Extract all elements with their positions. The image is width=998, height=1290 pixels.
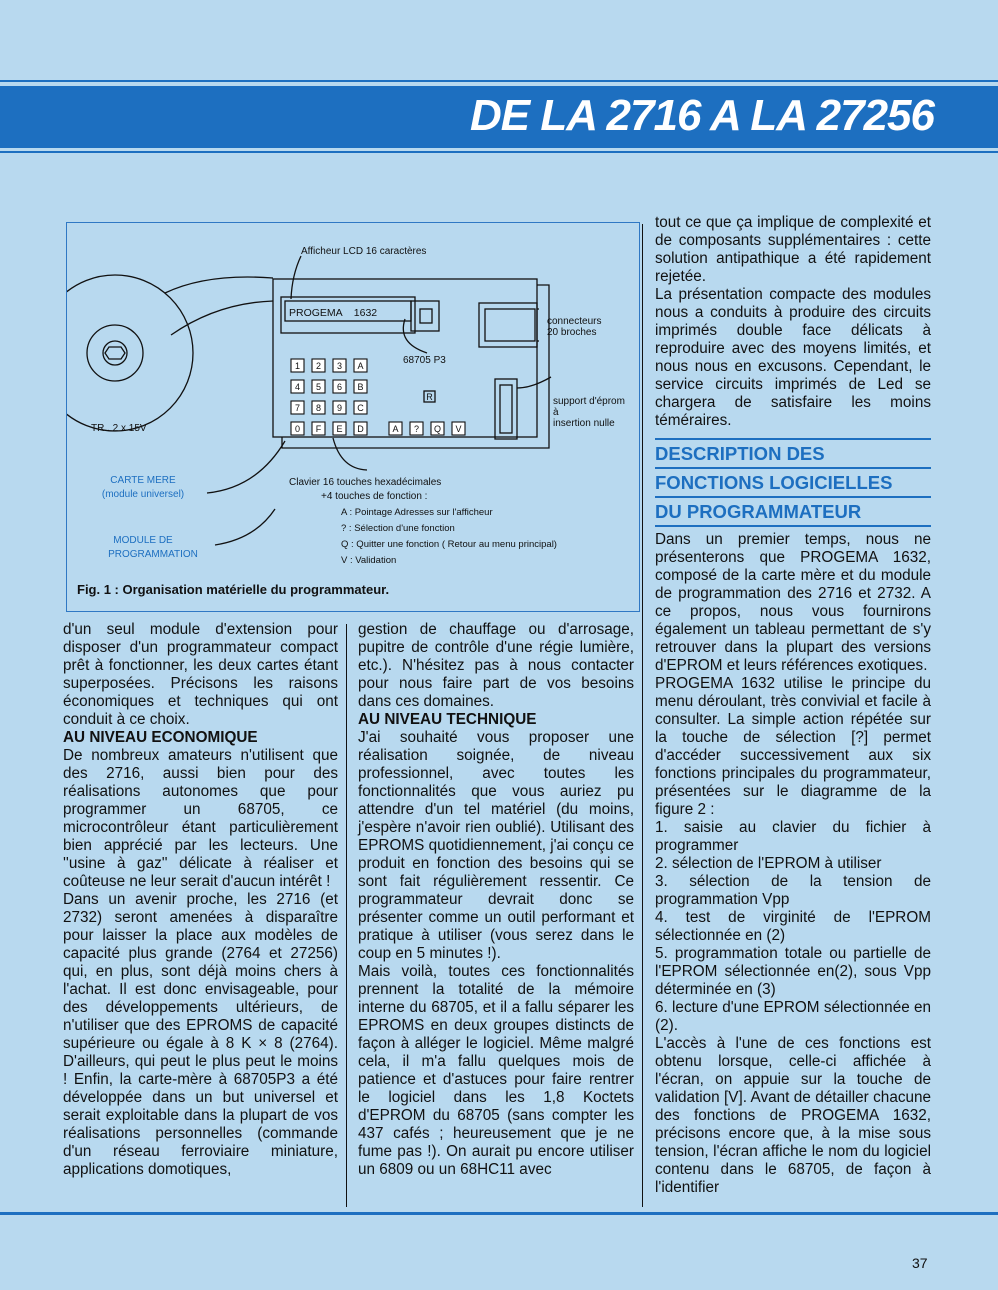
connectors-label-2: 20 broches: [547, 327, 597, 338]
col1-heading-economic: AU NIVEAU ECONOMIQUE: [63, 729, 258, 746]
col1-paragraph-1: d'un seul module d'extension pour disposer d'un programmateur compact prêt à fonctionner, les deux cartes étant superposées. Précisons les raisons économiques et techniques qui ont conduit à ce choix.: [63, 621, 338, 728]
key-4: 4: [294, 382, 301, 392]
key-c: C: [357, 403, 364, 413]
cpu-label: 68705 P3: [403, 355, 446, 366]
section-title-line-2: FONCTIONS LOGICIELLES: [655, 469, 931, 498]
function-list-item-2: 2. sélection de l'EPROM à utiliser: [655, 855, 882, 872]
section-title-line-1: DESCRIPTION DES: [655, 440, 931, 469]
key-f: F: [315, 424, 322, 434]
column-1: [63, 621, 338, 1179]
key-2: 2: [315, 361, 322, 371]
key-d: D: [357, 424, 364, 434]
key-5: 5: [315, 382, 322, 392]
mother-board-label-1: CARTE MERE: [110, 475, 176, 486]
keyboard-label-1: Clavier 16 touches hexadécimales: [289, 477, 442, 488]
header-rule-top: [0, 80, 998, 82]
col2-heading-technical: AU NIVEAU TECHNIQUE: [358, 711, 537, 728]
keyboard-label-5: Q : Quitter une fonction ( Retour au menu principal): [341, 539, 557, 550]
column-3-top: [655, 214, 931, 430]
column-3-bottom: [655, 531, 931, 1197]
col1-paragraph-2: De nombreux amateurs n'utilisent que des 2716, aussi bien pour des réalisations autonomes que pour programmer un 68705, ce microcontrôleur étant particulièrement bien apprécié par les lecteurs. Une ''usine à gaz'' délicate à réaliser et coûteuse ne leur serait d'aucun intérêt !: [63, 747, 338, 890]
connectors-label-1: connecteurs: [547, 316, 602, 327]
col3-paragraph-4: PROGEMA 1632 utilise le principe du menu déroulant, très convivial et facile à consulter. La simple action répétée sur la touche de sélection [?] permet d'accéder successivement aux six fonctions principales du programmateur, présentées sur le diagramme de la figure 2 :: [655, 675, 931, 818]
function-list-item-4: 4. test de virginité de l'EPROM sélectionnée en (2): [655, 909, 931, 944]
footer-rule: [0, 1212, 998, 1215]
article-title: DE LA 2716 A LA 27256: [469, 91, 934, 140]
keyboard-label-3: A : Pointage Adresses sur l'afficheur: [341, 507, 493, 518]
key-3: 3: [336, 361, 343, 371]
func-key-a: A: [392, 424, 399, 434]
socket-label-3: insertion nulle: [553, 418, 615, 429]
socket-label-2: à: [553, 407, 559, 418]
function-list-item-6: 6. lecture d'une EPROM sélectionnée en (2).: [655, 999, 931, 1034]
figure-1: [66, 222, 640, 612]
col1-paragraph-3: Dans un avenir proche, les 2716 (et 2732) seront amenées à disparaître pour laisser la place aux modèles de capacité plus grande (2764 et 27256) qui, en plus, sont déjà moins chers à l'achat. Il est donc envisageable, pour des développements ultérieurs, de n'utiliser que des EPROMS de capacité supérieure ou égale à 8 K × 8 (2764). D'ailleurs, qui peut le plus peut le moins ! Enfin, la carte-mère à 68705P3 a été développée dans un but universel et serait exploitable dans la plupart de vos réalisations personnelles (commande d'un réseau ferroviaire miniature, applications domotiques,: [63, 891, 338, 1178]
func-key-validate: V: [455, 424, 462, 434]
transformer-label: TR . 2 x 15V: [91, 423, 147, 434]
col3-paragraph-1: tout ce que ça implique de complexité et de composants supplémentaires : cette solution antipathique a été rapidement rejetée.: [655, 214, 931, 285]
function-list-item-5: 5. programmation totale ou partielle de l'EPROM sélectionnée en(2), sous Vpp déterminée en (3): [655, 945, 931, 998]
r-key-label: R: [426, 392, 433, 402]
key-9: 9: [336, 403, 343, 413]
key-6: 6: [336, 382, 343, 392]
column-2: [358, 621, 634, 1179]
func-key-select: ?: [413, 424, 420, 434]
key-7: 7: [294, 403, 301, 413]
key-e: E: [336, 424, 343, 434]
function-list-item-1: 1. saisie au clavier du fichier à programmer: [655, 819, 931, 854]
section-title-line-3: DU PROGRAMMATEUR: [655, 498, 931, 527]
col2-paragraph-2: J'ai souhaité vous proposer une réalisation soignée, de niveau professionnel, avec toutes les fonctionnalités que vous auriez pu attendre d'un tel matériel (du moins, j'espère n'avoir rien oublié). Utilisant des EPROMS quotidiennement, j'ai conçu ce produit en fonction des besoins qui se sont fait régulièrement ressentir. Ce programmateur devrait donc se présenter comme un outil performant et pratique à utiliser (vous serez dans le coup en 5 minutes !).: [358, 729, 634, 962]
figure-caption-text: Organisation matérielle du programmateur.: [122, 582, 390, 597]
section-heading-description: [655, 438, 931, 527]
socket-label-1: support d'éprom: [553, 396, 625, 407]
module-label-1: MODULE DE: [113, 535, 173, 546]
function-list-item-3: 3. sélection de la tension de programmation Vpp: [655, 873, 931, 908]
lcd-label: Afficheur LCD 16 caractères: [301, 246, 427, 257]
transformer-shape: [67, 275, 193, 431]
col2-paragraph-1: gestion de chauffage ou d'arrosage, pupitre de contrôle d'une régie lumière, etc.). N'hésitez pas à nous contacter pour nous faire part de vos besoins dans ces domaines.: [358, 621, 634, 710]
func-key-quit: Q: [433, 424, 442, 434]
module-label-2: PROGRAMMATION: [108, 549, 198, 560]
key-b: B: [357, 382, 364, 392]
col3-paragraph-3: Dans un premier temps, nous ne présenterons que PROGEMA 1632, composé de la carte mère et du module de programmation des 2716 et 2732. A ce propos, nous vous fournirons également un tableau permettant de s'y retrouver dans la plupart des versions d'EPROM et leurs références exotiques.: [655, 531, 931, 674]
keyboard-label-2: +4 touches de fonction :: [321, 491, 428, 502]
column-rule-1: [346, 624, 347, 1207]
header-rule-bottom: [0, 151, 998, 153]
keyboard-label-6: V : Validation: [341, 555, 397, 566]
keyboard-label-4: ? : Sélection d'une fonction: [341, 523, 455, 534]
figure-caption-label: Fig. 1 :: [77, 582, 119, 597]
page-number: 37: [912, 1255, 928, 1271]
col2-paragraph-3: Mais voilà, toutes ces fonctionnalités prennent la totalité de la mémoire interne du 68705, et il a fallu séparer les EPROMS en deux groupes distincts de façon à alléger le logiciel. Même malgré cela, il m'a fallu quelques mois de patience et d'astuces pour faire rentrer le logiciel dans les 1,8 Koctets d'EPROM du 68705 (sans compter les 437 cafés ; heureusement que je ne fume pas !). On aurait pu encore utiliser un 6809 ou un 68HC11 avec: [358, 963, 634, 1178]
lcd-screen-text: PROGEMA 1632: [289, 307, 378, 319]
key-1: 1: [294, 361, 301, 371]
figure-caption: [77, 582, 389, 597]
key-a: A: [357, 361, 364, 371]
key-8: 8: [315, 403, 322, 413]
column-rule-2: [642, 224, 643, 1207]
key-0: 0: [294, 424, 301, 434]
col3-paragraph-5: L'accès à l'une de ces fonctions est obtenu lorsque, celle-ci affichée à l'écran, on appuie sur la touche de validation [V]. Avant de détailler chacune des fonctions de PROGEMA 1632, précisons encore que, à la mise sous tension, l'écran affiche le nom du logiciel contenu dans le 68705, de façon à l'identifier: [655, 1035, 931, 1196]
col3-paragraph-2: La présentation compacte des modules nous a conduits à produire des circuits imprimés double face délicats à reproduire avec des moyens limités, et nous nous en excusons. Cependant, le service circuits imprimés de Led se chargera de satisfaire les moins téméraires.: [655, 286, 931, 429]
mother-board-label-2: (module universel): [101, 489, 185, 500]
hardware-diagram: [67, 223, 639, 611]
